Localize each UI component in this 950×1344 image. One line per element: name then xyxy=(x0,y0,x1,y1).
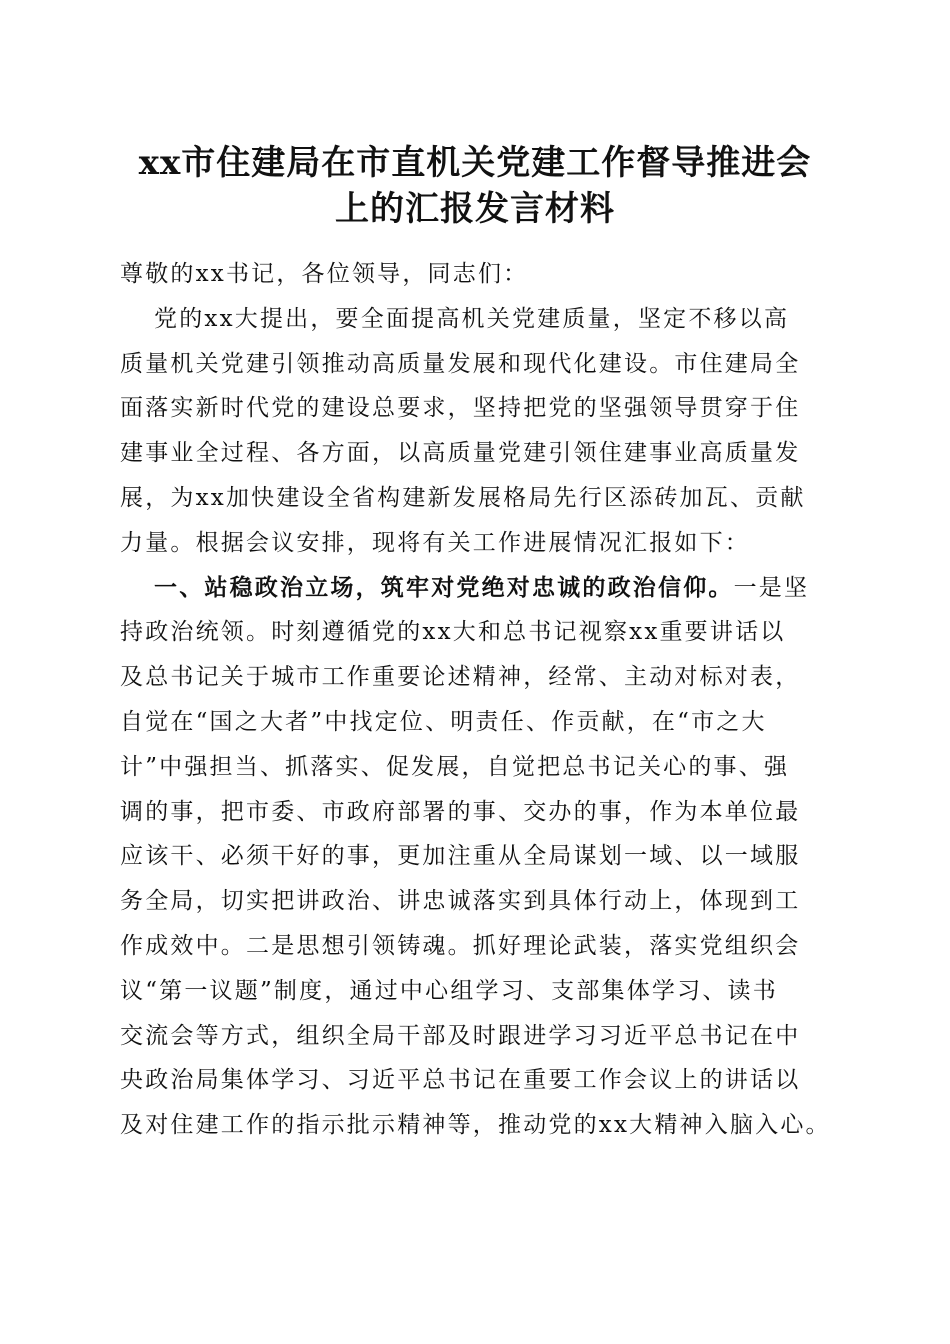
paragraph-line: 作成效中。二是思想引领铸魂。抓好理论武装，落实党组织会 xyxy=(120,932,801,959)
paragraph-line: 建事业全过程、各方面，以高质量党建引领住建事业高质量发 xyxy=(120,440,801,467)
section-heading-rest: 一是坚 xyxy=(733,574,810,601)
paragraph-line: 及对住建工作的指示批示精神等，推动党的xx大精神入脑入心。 xyxy=(120,1112,831,1139)
document-body xyxy=(120,252,832,1148)
section-heading: 一、站稳政治立场，筑牢对党绝对忠诚的政治信仰。 xyxy=(154,573,734,601)
title-line-2: 上的汇报发言材料 xyxy=(335,189,615,229)
paragraph-line: 党的xx大提出，要全面提高机关党建质量，坚定不移以高 xyxy=(154,305,790,332)
salutation: 尊敬的xx书记，各位领导，同志们： xyxy=(120,261,529,287)
paragraph-line: 力量。根据会议安排，现将有关工作进展情况汇报如下： xyxy=(120,529,750,556)
section-1 xyxy=(120,566,832,1148)
title-line-1: xx市住建局在市直机关党建工作督导推进会 xyxy=(138,143,812,183)
paragraph-line: 央政治局集体学习、习近平总书记在重要工作会议上的讲话以 xyxy=(120,1067,801,1094)
paragraph-intro xyxy=(120,297,832,566)
paragraph-line: 议“第一议题”制度，通过中心组学习、支部集体学习、读书 xyxy=(120,977,778,1004)
paragraph-line: 持政治统领。时刻遵循党的xx大和总书记视察xx重要讲话以 xyxy=(120,619,786,646)
paragraph-line: 调的事，把市委、市政府部署的事、交办的事，作为本单位最 xyxy=(120,798,801,825)
paragraph-line: 计”中强担当、抓落实、促发展，自觉把总书记关心的事、强 xyxy=(120,753,790,780)
paragraph-line: 面落实新时代党的建设总要求，坚持把党的坚强领导贯穿于住 xyxy=(120,395,801,422)
paragraph-line: 务全局，切实把讲政治、讲忠诚落实到具体行动上，体现到工 xyxy=(120,888,801,915)
paragraph-line: 交流会等方式，组织全局干部及时跟进学习习近平总书记在中 xyxy=(120,1022,801,1049)
document-title xyxy=(100,140,850,232)
paragraph-line: 质量机关党建引领推动高质量发展和现代化建设。市住建局全 xyxy=(120,350,801,377)
paragraph-line: 展，为xx加快建设全省构建新发展格局先行区添砖加瓦、贡献 xyxy=(120,484,806,511)
paragraph-line: 自觉在“国之大者”中找定位、明责任、作贡献，在“市之大 xyxy=(120,708,767,735)
paragraph-line: 及总书记关于城市工作重要论述精神，经常、主动对标对表， xyxy=(120,664,801,691)
section-1-first-line xyxy=(120,566,832,611)
paragraph-line: 应该干、必须干好的事，更加注重从全局谋划一域、以一域服 xyxy=(120,843,801,870)
